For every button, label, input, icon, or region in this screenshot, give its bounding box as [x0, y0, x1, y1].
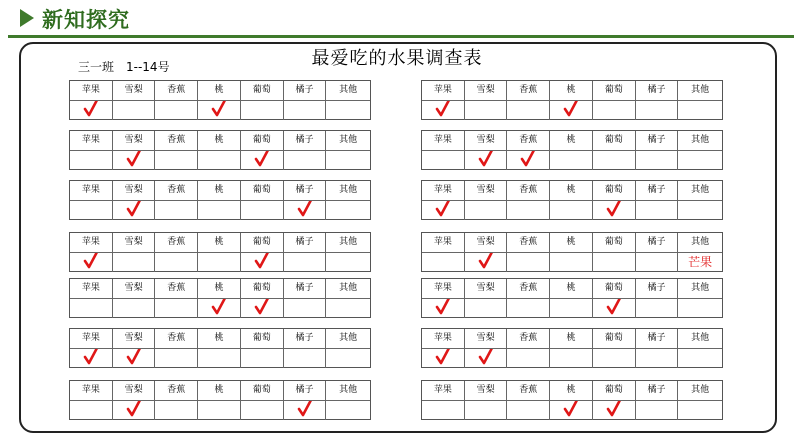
survey-card	[421, 278, 723, 318]
answer-cell	[113, 299, 156, 318]
answer-cell	[550, 401, 593, 420]
card-answer-row	[422, 201, 722, 220]
answer-cell	[636, 151, 679, 170]
answer-cell	[593, 401, 636, 420]
answer-cell	[241, 299, 284, 318]
answer-cell	[155, 201, 198, 220]
red-checkmark-icon	[478, 349, 494, 366]
answer-cell	[198, 101, 241, 120]
column-header: 桃	[198, 81, 241, 100]
survey-card	[421, 328, 723, 368]
column-header: 桃	[550, 81, 593, 100]
answer-cell	[422, 151, 465, 170]
answer-cell	[422, 253, 465, 272]
column-header: 苹果	[70, 381, 113, 400]
answer-cell	[636, 101, 679, 120]
column-header: 香蕉	[155, 329, 198, 348]
answer-cell	[198, 151, 241, 170]
answer-cell	[465, 151, 508, 170]
answer-cell	[113, 151, 156, 170]
answer-cell	[422, 401, 465, 420]
column-header: 葡萄	[241, 233, 284, 252]
card-header-row	[422, 181, 722, 201]
answer-cell	[507, 101, 550, 120]
column-header: 其他	[339, 185, 358, 195]
card-answer-row	[422, 299, 722, 318]
card-header-row	[422, 131, 722, 151]
card-header-row	[422, 233, 722, 253]
column-header: 雪梨	[465, 131, 508, 150]
red-checkmark-icon	[520, 151, 536, 168]
card-answer-row	[422, 401, 722, 420]
answer-cell	[241, 201, 284, 220]
column-header: 苹果	[422, 131, 465, 150]
column-header: 苹果	[70, 131, 113, 150]
red-checkmark-icon	[478, 253, 494, 270]
column-header: 橘子	[636, 381, 679, 400]
answer-cell	[113, 401, 156, 420]
card-answer-row	[70, 349, 370, 368]
answer-cell	[155, 299, 198, 318]
column-header: 橘子	[284, 181, 327, 200]
card-answer-row	[422, 349, 722, 368]
answer-cell	[636, 201, 679, 220]
column-header: 葡萄	[241, 181, 284, 200]
column-header: 橘子	[636, 233, 679, 252]
answer-cell	[70, 299, 113, 318]
column-header: 其他	[691, 85, 710, 95]
answer-cell	[636, 401, 679, 420]
column-header: 桃	[198, 279, 241, 298]
answer-cell	[593, 201, 636, 220]
answer-cell	[678, 101, 722, 120]
answer-cell	[70, 201, 113, 220]
column-header: 桃	[198, 329, 241, 348]
card-answer-row	[422, 151, 722, 170]
card-header-row	[70, 233, 370, 253]
column-header: 苹果	[422, 279, 465, 298]
column-header: 雪梨	[113, 81, 156, 100]
card-header-row	[70, 329, 370, 349]
survey-card	[69, 278, 371, 318]
column-header: 香蕉	[507, 181, 550, 200]
red-checkmark-icon	[211, 101, 227, 118]
answer-cell	[507, 151, 550, 170]
answer-cell	[155, 349, 198, 368]
answer-cell	[678, 253, 722, 272]
answer-cell	[155, 151, 198, 170]
column-header: 葡萄	[593, 233, 636, 252]
answer-cell	[550, 201, 593, 220]
column-header: 其他	[691, 237, 710, 247]
column-header: 其他	[339, 333, 358, 343]
answer-cell	[636, 299, 679, 318]
column-header: 苹果	[422, 233, 465, 252]
answer-cell	[593, 253, 636, 272]
column-header: 香蕉	[155, 81, 198, 100]
column-header: 其他	[691, 385, 710, 395]
answer-cell	[113, 201, 156, 220]
red-checkmark-icon	[297, 401, 313, 418]
answer-cell	[422, 349, 465, 368]
card-header-row	[70, 381, 370, 401]
answer-cell	[678, 151, 722, 170]
column-header: 葡萄	[241, 81, 284, 100]
red-checkmark-icon	[126, 201, 142, 218]
answer-cell	[155, 253, 198, 272]
red-checkmark-icon	[297, 201, 313, 218]
column-header: 桃	[550, 131, 593, 150]
red-checkmark-icon	[254, 253, 270, 270]
card-header-row	[70, 81, 370, 101]
survey-card	[69, 328, 371, 368]
red-checkmark-icon	[83, 349, 99, 366]
column-header: 葡萄	[593, 181, 636, 200]
survey-card	[421, 232, 723, 272]
column-header: 雪梨	[465, 329, 508, 348]
column-header: 苹果	[422, 181, 465, 200]
play-triangle-icon	[20, 9, 34, 27]
answer-cell	[465, 201, 508, 220]
column-header: 苹果	[422, 381, 465, 400]
column-header: 橘子	[284, 233, 327, 252]
survey-card	[421, 380, 723, 420]
answer-cell	[284, 253, 327, 272]
answer-cell	[550, 299, 593, 318]
answer-cell	[465, 101, 508, 120]
column-header: 橘子	[284, 381, 327, 400]
card-header-row	[422, 279, 722, 299]
red-checkmark-icon	[478, 151, 494, 168]
column-header: 葡萄	[241, 131, 284, 150]
answer-cell	[326, 299, 370, 318]
column-header: 雪梨	[465, 233, 508, 252]
card-answer-row	[70, 401, 370, 420]
answer-cell	[113, 349, 156, 368]
red-checkmark-icon	[83, 253, 99, 270]
column-header: 橘子	[636, 279, 679, 298]
column-header: 苹果	[70, 233, 113, 252]
answer-cell	[465, 299, 508, 318]
column-header: 苹果	[422, 329, 465, 348]
column-header: 葡萄	[593, 329, 636, 348]
column-header: 橘子	[284, 81, 327, 100]
column-header: 雪梨	[113, 329, 156, 348]
answer-cell	[284, 349, 327, 368]
column-header: 其他	[339, 385, 358, 395]
card-header-row	[70, 181, 370, 201]
header-underline	[8, 35, 794, 38]
survey-card	[69, 380, 371, 420]
column-header: 雪梨	[465, 279, 508, 298]
red-checkmark-icon	[126, 349, 142, 366]
column-header: 桃	[550, 279, 593, 298]
column-header: 橘子	[636, 131, 679, 150]
survey-card	[421, 180, 723, 220]
answer-cell	[326, 349, 370, 368]
answer-cell	[507, 201, 550, 220]
answer-cell	[422, 201, 465, 220]
answer-cell	[550, 151, 593, 170]
column-header: 香蕉	[155, 233, 198, 252]
answer-cell	[70, 253, 113, 272]
red-checkmark-icon	[435, 299, 451, 316]
column-header: 其他	[691, 135, 710, 145]
answer-cell	[198, 299, 241, 318]
answer-cell	[155, 101, 198, 120]
answer-cell	[113, 253, 156, 272]
column-header: 其他	[339, 237, 358, 247]
red-checkmark-icon	[606, 299, 622, 316]
column-header: 桃	[198, 181, 241, 200]
column-header: 桃	[550, 329, 593, 348]
column-header: 香蕉	[507, 233, 550, 252]
column-header: 雪梨	[465, 381, 508, 400]
column-header: 香蕉	[507, 279, 550, 298]
card-header-row	[422, 381, 722, 401]
column-header: 其他	[339, 135, 358, 145]
column-header: 雪梨	[465, 181, 508, 200]
survey-card	[69, 180, 371, 220]
answer-cell	[284, 401, 327, 420]
answer-cell	[241, 401, 284, 420]
write-in-answer: 芒果	[688, 255, 713, 269]
column-header: 葡萄	[593, 81, 636, 100]
column-header: 葡萄	[593, 131, 636, 150]
column-header: 桃	[550, 381, 593, 400]
answer-cell	[284, 101, 327, 120]
card-answer-row	[70, 151, 370, 170]
card-answer-row	[70, 299, 370, 318]
card-answer-row	[70, 201, 370, 220]
answer-cell	[70, 349, 113, 368]
answer-cell	[593, 349, 636, 368]
column-header: 橘子	[284, 329, 327, 348]
survey-title: 最爱吃的水果调查表	[311, 48, 483, 69]
answer-cell	[507, 349, 550, 368]
column-header: 桃	[198, 233, 241, 252]
column-header: 苹果	[422, 81, 465, 100]
class-label: 三一班 1--14号	[78, 60, 170, 74]
answer-cell	[678, 299, 722, 318]
column-header: 葡萄	[593, 381, 636, 400]
answer-cell	[155, 401, 198, 420]
answer-cell	[326, 401, 370, 420]
column-header: 雪梨	[113, 181, 156, 200]
column-header: 其他	[691, 283, 710, 293]
answer-cell	[70, 151, 113, 170]
answer-cell	[593, 151, 636, 170]
column-header: 香蕉	[155, 131, 198, 150]
answer-cell	[113, 101, 156, 120]
answer-cell	[422, 299, 465, 318]
column-header: 香蕉	[155, 181, 198, 200]
answer-cell	[465, 253, 508, 272]
answer-cell	[198, 349, 241, 368]
answer-cell	[326, 253, 370, 272]
column-header: 其他	[339, 283, 358, 293]
red-checkmark-icon	[83, 101, 99, 118]
column-header: 葡萄	[593, 279, 636, 298]
column-header: 其他	[339, 85, 358, 95]
answer-cell	[422, 101, 465, 120]
column-header: 桃	[198, 381, 241, 400]
answer-cell	[241, 349, 284, 368]
red-checkmark-icon	[563, 101, 579, 118]
column-header: 雪梨	[113, 131, 156, 150]
column-header: 香蕉	[155, 279, 198, 298]
red-checkmark-icon	[126, 401, 142, 418]
red-checkmark-icon	[126, 151, 142, 168]
answer-cell	[198, 201, 241, 220]
answer-cell	[550, 253, 593, 272]
column-header: 雪梨	[113, 279, 156, 298]
column-header: 香蕉	[155, 381, 198, 400]
column-header: 香蕉	[507, 381, 550, 400]
survey-card	[69, 130, 371, 170]
red-checkmark-icon	[211, 299, 227, 316]
red-checkmark-icon	[563, 401, 579, 418]
section-header	[0, 0, 794, 38]
answer-cell	[326, 201, 370, 220]
red-checkmark-icon	[254, 151, 270, 168]
answer-cell	[593, 101, 636, 120]
answer-cell	[241, 101, 284, 120]
answer-cell	[507, 299, 550, 318]
answer-cell	[550, 101, 593, 120]
answer-cell	[678, 401, 722, 420]
red-checkmark-icon	[435, 101, 451, 118]
survey-card	[421, 130, 723, 170]
card-answer-row	[70, 253, 370, 272]
answer-cell	[593, 299, 636, 318]
answer-cell	[70, 401, 113, 420]
answer-cell	[241, 253, 284, 272]
answer-cell	[678, 349, 722, 368]
column-header: 橘子	[636, 329, 679, 348]
card-header-row	[70, 131, 370, 151]
answer-cell	[507, 253, 550, 272]
answer-cell	[326, 151, 370, 170]
column-header: 桃	[198, 131, 241, 150]
survey-card	[69, 80, 371, 120]
column-header: 香蕉	[507, 329, 550, 348]
card-header-row	[70, 279, 370, 299]
answer-cell	[326, 101, 370, 120]
answer-cell	[507, 401, 550, 420]
column-header: 橘子	[636, 81, 679, 100]
column-header: 苹果	[70, 181, 113, 200]
column-header: 苹果	[70, 329, 113, 348]
answer-cell	[198, 253, 241, 272]
red-checkmark-icon	[435, 201, 451, 218]
column-header: 葡萄	[241, 279, 284, 298]
answer-cell	[284, 201, 327, 220]
column-header: 葡萄	[241, 381, 284, 400]
card-answer-row	[422, 253, 722, 272]
card-answer-row	[70, 101, 370, 120]
card-header-row	[422, 81, 722, 101]
column-header: 雪梨	[113, 381, 156, 400]
answer-cell	[465, 401, 508, 420]
answer-cell	[198, 401, 241, 420]
column-header: 苹果	[70, 81, 113, 100]
red-checkmark-icon	[254, 299, 270, 316]
column-header: 雪梨	[113, 233, 156, 252]
card-answer-row	[422, 101, 722, 120]
answer-cell	[465, 349, 508, 368]
answer-cell	[636, 253, 679, 272]
column-header: 雪梨	[465, 81, 508, 100]
column-header: 橘子	[636, 181, 679, 200]
answer-cell	[678, 201, 722, 220]
column-header: 其他	[691, 333, 710, 343]
red-checkmark-icon	[435, 349, 451, 366]
answer-cell	[241, 151, 284, 170]
red-checkmark-icon	[606, 201, 622, 218]
answer-cell	[636, 349, 679, 368]
answer-cell	[284, 299, 327, 318]
column-header: 其他	[691, 185, 710, 195]
red-checkmark-icon	[606, 401, 622, 418]
survey-card	[69, 232, 371, 272]
column-header: 苹果	[70, 279, 113, 298]
answer-cell	[70, 101, 113, 120]
survey-card	[421, 80, 723, 120]
column-header: 橘子	[284, 279, 327, 298]
column-header: 橘子	[284, 131, 327, 150]
column-header: 桃	[550, 233, 593, 252]
section-title: 新知探究	[42, 8, 130, 32]
column-header: 香蕉	[507, 81, 550, 100]
card-header-row	[422, 329, 722, 349]
answer-cell	[284, 151, 327, 170]
column-header: 葡萄	[241, 329, 284, 348]
column-header: 香蕉	[507, 131, 550, 150]
column-header: 桃	[550, 181, 593, 200]
answer-cell	[550, 349, 593, 368]
